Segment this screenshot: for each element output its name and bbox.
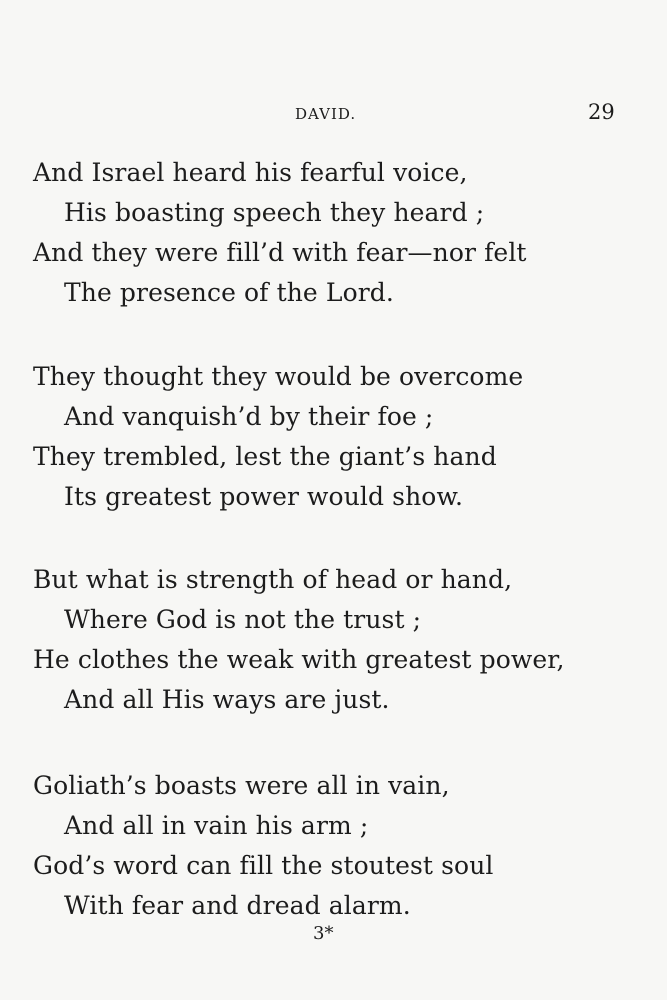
- verse-line: And all in vain his arm ;: [64, 811, 369, 840]
- page-number: 29: [588, 100, 615, 124]
- verse-line: The presence of the Lord.: [64, 278, 394, 307]
- verse-line: They thought they would be overcome: [33, 362, 524, 391]
- running-title: DAVID.: [295, 105, 357, 123]
- verse-line: His boasting speech they heard ;: [64, 198, 485, 227]
- verse-line: And they were fill’d with fear—nor felt: [33, 238, 527, 267]
- verse-line: And Israel heard his fearful voice,: [33, 158, 468, 187]
- verse-line: And all His ways are just.: [64, 685, 390, 714]
- verse-line: Where God is not the trust ;: [64, 605, 422, 634]
- verse-line: But what is strength of head or hand,: [33, 565, 513, 594]
- verse-line: Goliath’s boasts were all in vain,: [33, 771, 450, 800]
- verse-line: With fear and dread alarm.: [64, 891, 411, 920]
- verse-line: And vanquish’d by their foe ;: [64, 402, 434, 431]
- verse-line: He clothes the weak with greatest power,: [33, 645, 565, 674]
- verse-line: God’s word can fill the stoutest soul: [33, 851, 494, 880]
- verse-line: They trembled, lest the giant’s hand: [33, 442, 497, 471]
- verse-line: Its greatest power would show.: [64, 482, 464, 511]
- signature-mark: 3*: [313, 923, 334, 944]
